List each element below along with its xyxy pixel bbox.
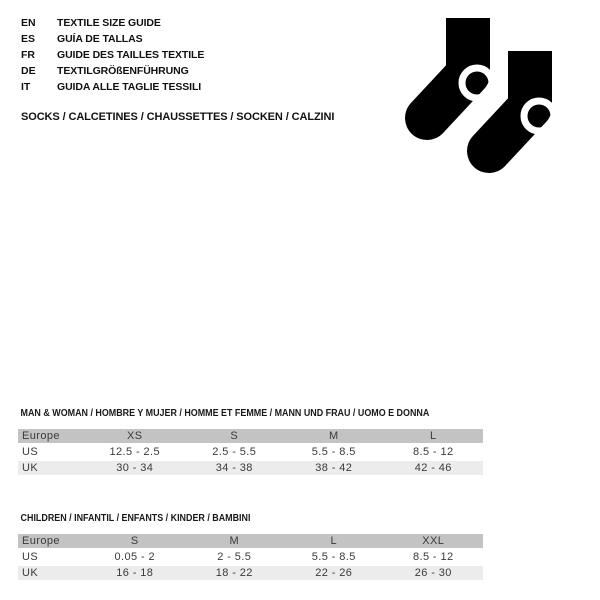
- size-cell: 8.5 - 12: [412, 550, 454, 563]
- sock-shape-back: [427, 18, 492, 118]
- table-title: MAN & WOMAN / HOMBRE Y MUJER / HOMME ET FEMME / MANN UND FRAU / UOMO E DONNA: [20, 407, 430, 419]
- size-table: [18, 534, 483, 580]
- language-guide-list: [21, 15, 204, 95]
- language-row-en: [21, 15, 204, 31]
- size-cell: 38 - 42: [315, 461, 353, 474]
- size-cell: 26 - 30: [414, 566, 452, 579]
- header-cell-size: M: [229, 534, 240, 547]
- size-cell: 12.5 - 2.5: [109, 445, 160, 458]
- table-header-row: [18, 429, 483, 443]
- table-row-us: [18, 549, 483, 565]
- table-header-row: [18, 534, 483, 548]
- region-cell: UK: [22, 461, 39, 474]
- language-label: TEXTILGRÖßENFÜHRUNG: [57, 65, 189, 77]
- table-title: CHILDREN / INFANTIL / ENFANTS / KINDER / BAMBINI: [20, 512, 251, 524]
- header-cell-region: Europe: [22, 534, 60, 547]
- header-cell-size: XS: [127, 429, 143, 442]
- region-cell: US: [22, 550, 39, 563]
- category-line: SOCKS / CALCETINES / CHAUSSETTES / SOCKEN / CALZINI: [21, 111, 335, 123]
- language-row-fr: [21, 47, 204, 63]
- header-cell-region: Europe: [22, 429, 60, 442]
- language-code: EN: [21, 17, 36, 29]
- size-cell: 22 - 26: [315, 566, 353, 579]
- size-table-section-children: [18, 512, 483, 580]
- size-table: [18, 429, 483, 475]
- size-table-section-man-woman: [18, 407, 483, 475]
- size-cell: 5.5 - 8.5: [311, 550, 356, 563]
- header-cell-size: XXL: [422, 534, 445, 547]
- socks-icon: [400, 10, 570, 182]
- language-label: GUIDA ALLE TAGLIE TESSILI: [57, 81, 202, 93]
- size-cell: 5.5 - 8.5: [311, 445, 356, 458]
- region-cell: US: [22, 445, 39, 458]
- table-row-uk: [18, 566, 483, 580]
- size-cell: 18 - 22: [215, 566, 253, 579]
- size-cell: 2 - 5.5: [217, 550, 252, 563]
- language-row-es: [21, 31, 204, 47]
- table-row-uk: [18, 461, 483, 475]
- table-row-us: [18, 444, 483, 460]
- header-cell-size: S: [130, 534, 139, 547]
- size-cell: 16 - 18: [116, 566, 154, 579]
- size-cell: 2.5 - 5.5: [212, 445, 257, 458]
- size-cell: 8.5 - 12: [412, 445, 454, 458]
- size-cell: 30 - 34: [116, 461, 154, 474]
- header-cell-size: M: [328, 429, 339, 442]
- language-label: TEXTILE SIZE GUIDE: [57, 17, 161, 29]
- language-code: FR: [21, 49, 35, 61]
- language-code: DE: [21, 65, 36, 77]
- language-row-it: [21, 79, 204, 95]
- size-cell: 34 - 38: [215, 461, 253, 474]
- sock-shape-front: [489, 51, 554, 151]
- header-cell-size: L: [429, 429, 437, 442]
- header-cell-size: L: [330, 534, 338, 547]
- size-cell: 42 - 46: [414, 461, 452, 474]
- header-cell-size: S: [230, 429, 239, 442]
- language-code: ES: [21, 33, 36, 45]
- language-code: IT: [21, 81, 31, 93]
- region-cell: UK: [22, 566, 39, 579]
- language-label: GUÍA DE TALLAS: [57, 33, 143, 45]
- language-row-de: [21, 63, 204, 79]
- language-label: GUIDE DES TAILLES TEXTILE: [57, 49, 205, 61]
- size-cell: 0.05 - 2: [114, 550, 155, 563]
